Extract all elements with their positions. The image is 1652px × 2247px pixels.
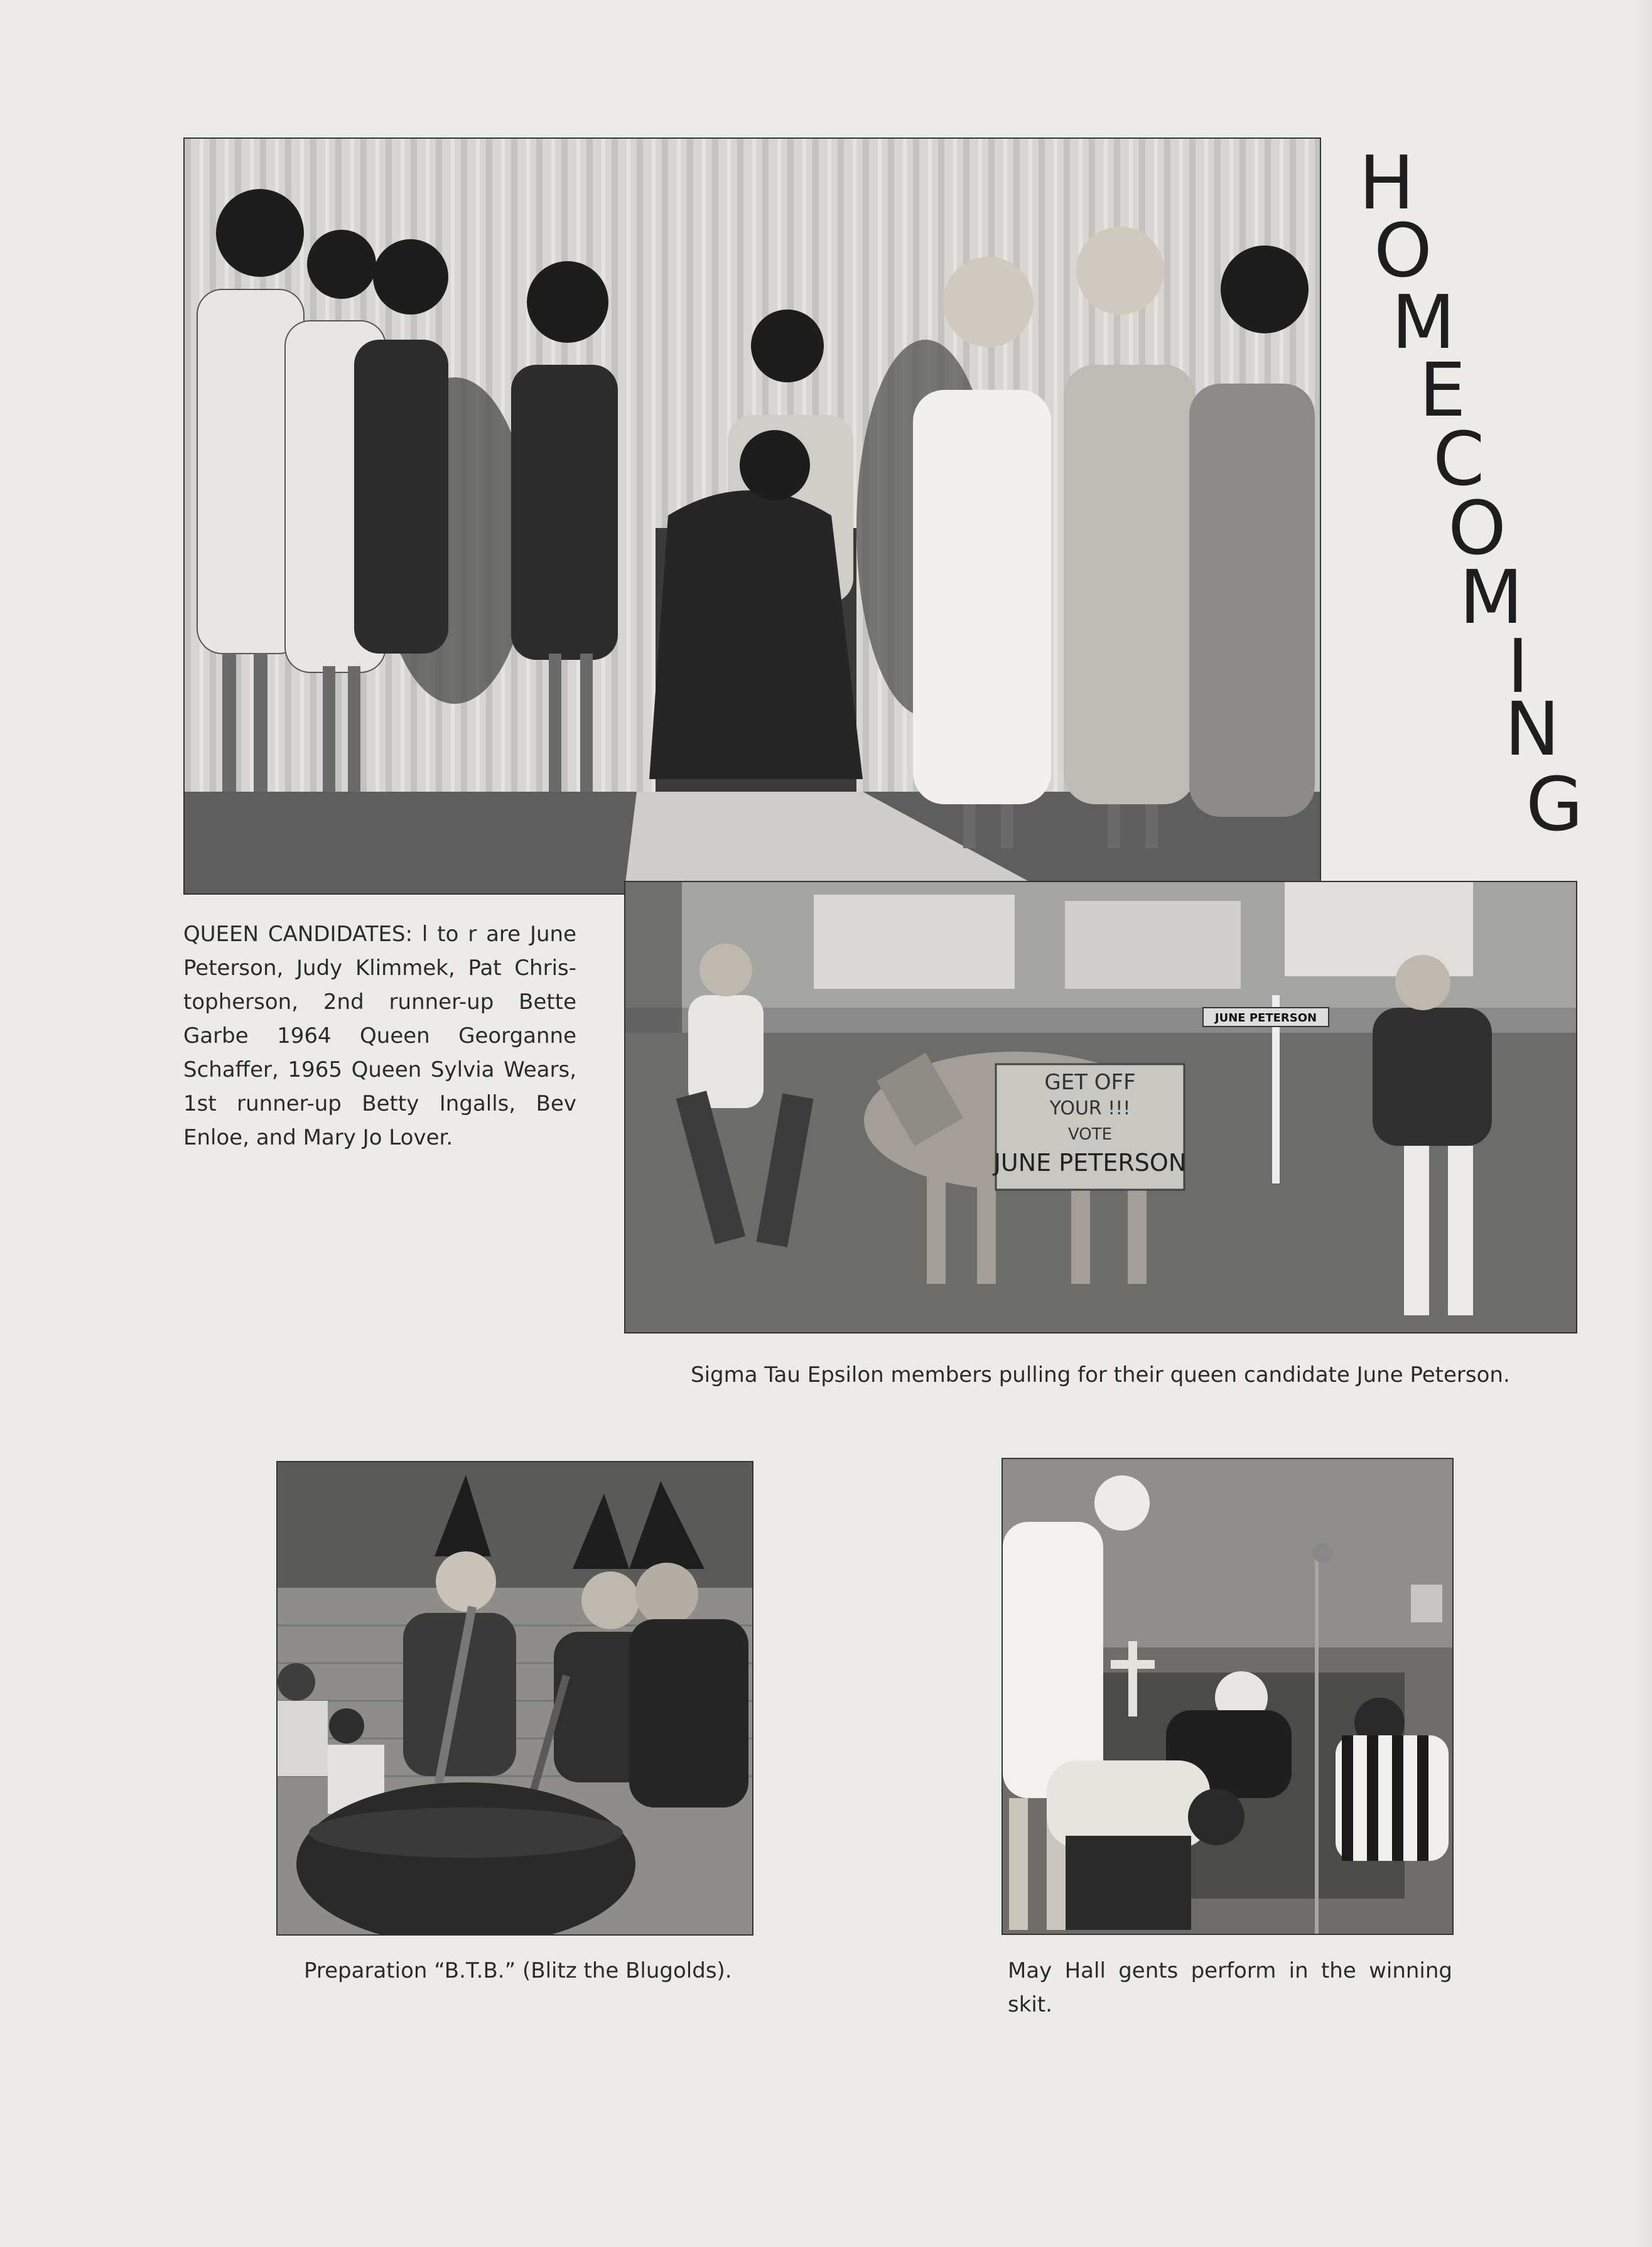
donkey-illustration [625, 882, 1576, 1332]
witches-illustration [278, 1462, 752, 1934]
title-letter-n: N [1504, 686, 1560, 772]
donkey-sign-line3: VOTE [1067, 1125, 1113, 1144]
queen-candidates-photo [183, 137, 1321, 895]
title-letter-o: O [1374, 207, 1432, 294]
page-title [1319, 139, 1595, 849]
title-letter-c: C [1433, 416, 1485, 502]
skit-photo [1001, 1458, 1454, 1935]
donkey-sign-line4: JUNE PETERSON [993, 1149, 1187, 1177]
donkey-sign-line2: YOUR !!! [1049, 1097, 1131, 1119]
page-edge [1633, 0, 1652, 2247]
witches-photo [276, 1461, 753, 1936]
title-letter-g: G [1526, 761, 1584, 848]
donkey-sign-line1: GET OFF [1044, 1070, 1136, 1095]
donkey-caption: Sigma Tau Epsilon members pulling for their queen candidate June Peterson. [691, 1362, 1510, 1388]
title-letter-e: E [1419, 347, 1466, 433]
witches-caption: Preparation “B.T.B.” (Blitz the Blugolds). [304, 1958, 732, 1983]
skit-illustration [1003, 1459, 1452, 1934]
queen-candidates-illustration [185, 139, 1320, 893]
title-letter-m: M [1391, 279, 1455, 365]
donkey-photo [624, 881, 1577, 1334]
title-letter-h: H [1359, 139, 1415, 226]
title-letter-i: I [1507, 623, 1529, 709]
street-sign: JUNE PETERSON [1214, 1011, 1317, 1025]
queen-candidates-caption: QUEEN CANDIDATES: l to r are June Peterson, Judy Klimmek, Pat Chris-topherson, 2nd runner-up Bette Garbe 1964 Queen Georganne Schaffer, 1965 Queen Sylvia Wears, 1st runner-up Betty Ingalls, Bev Enloe, and Mary Jo Lover. [183, 922, 576, 1150]
title-letter-o2: O [1448, 485, 1506, 571]
skit-caption: May Hall gents perform in the winning skit. [1008, 1958, 1452, 2017]
title-letter-m2: M [1459, 554, 1523, 640]
